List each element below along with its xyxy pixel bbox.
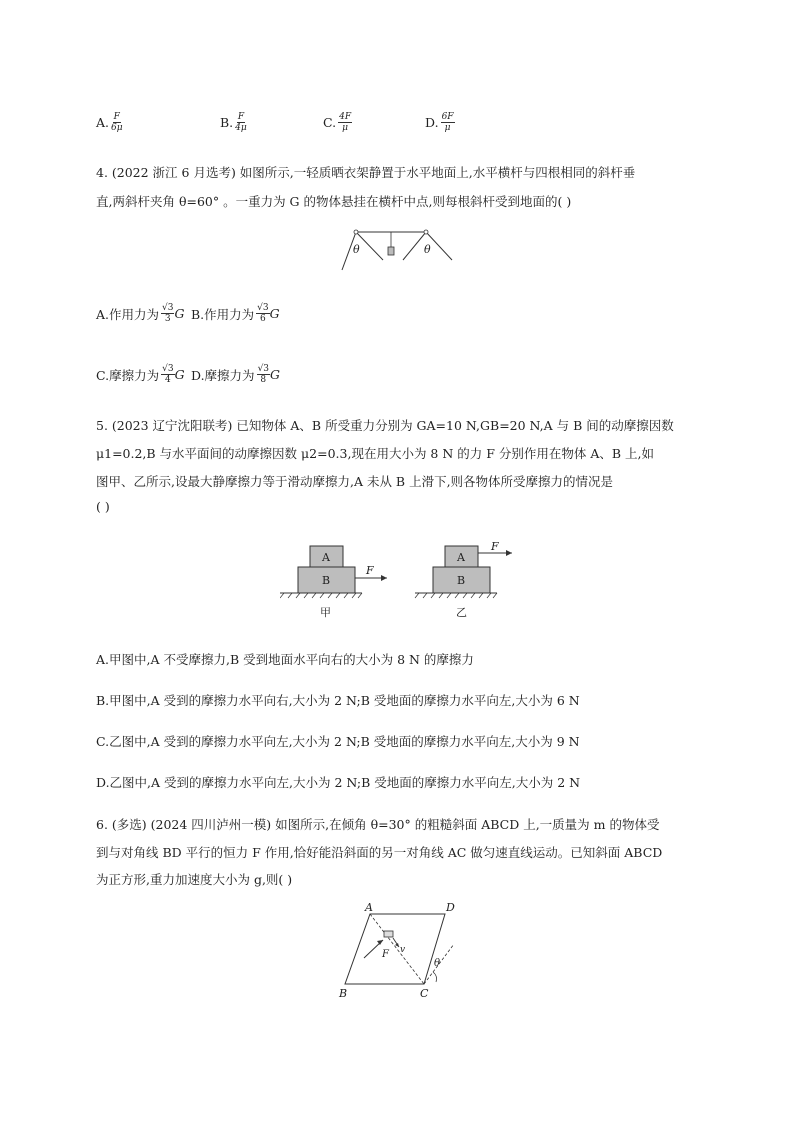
q3-option-d[interactable] — [425, 112, 455, 133]
label-f: F — [366, 564, 374, 577]
force-arrowhead — [506, 550, 512, 556]
fraction — [111, 112, 123, 133]
option-tail: G — [174, 367, 185, 382]
figure-jia — [280, 546, 387, 619]
q4-option-a[interactable] — [96, 303, 184, 324]
numerator: √3 — [162, 303, 174, 313]
fraction — [256, 303, 269, 324]
option-tail: G — [174, 306, 185, 321]
fraction — [441, 112, 455, 133]
q5-stem-line1: 5. (2023 辽宁沈阳联考) 已知物体 A、B 所受重力分别为 GA=10 N,GB=20 N,A 与 B 间的动摩擦因数 — [96, 418, 674, 433]
option-text: B.作用力为 — [191, 306, 255, 322]
diagonal-ac — [370, 914, 424, 984]
theta-label-left: θ — [353, 243, 360, 256]
caption-yi: 乙 — [456, 606, 467, 619]
label-f: F — [382, 949, 389, 960]
theta-label-right: θ — [424, 243, 431, 256]
option-letter: B. — [220, 115, 234, 130]
numerator: √3 — [257, 303, 269, 313]
q5-figure-blocks — [280, 540, 530, 620]
denominator: 3 — [164, 314, 171, 324]
numerator: F — [237, 112, 245, 122]
object-block — [384, 931, 393, 937]
option-tail: G — [270, 367, 281, 382]
denominator: 4μ — [235, 123, 247, 133]
q4-option-d[interactable] — [191, 364, 280, 385]
numerator: 4F — [339, 112, 352, 122]
q5-option-d[interactable]: D.乙图中,A 受到的摩擦力水平向左,大小为 2 N;B 受地面的摩擦力水平向左,大小为 2 N — [96, 775, 581, 790]
denominator: μ — [342, 123, 349, 133]
denominator: 8 — [260, 375, 267, 385]
option-letter: A. — [96, 115, 110, 130]
q6-stem-line2: 到与对角线 BD 平行的恒力 F 作用,恰好能沿斜面的另一对角线 AC 做匀速直线运动。已知斜面 ABCD — [96, 845, 663, 860]
q3-option-a[interactable] — [96, 112, 123, 133]
force-arrowhead — [381, 575, 387, 581]
fraction — [161, 303, 174, 324]
q3-options — [96, 112, 516, 136]
option-letter: D. — [425, 115, 439, 130]
figure-yi — [415, 540, 512, 619]
numerator: √3 — [257, 364, 270, 374]
q4-option-c[interactable] — [96, 364, 185, 385]
q6-figure-incline — [330, 900, 470, 1005]
label-v: v — [400, 945, 406, 955]
right-joint — [424, 230, 428, 234]
label-a: A — [322, 551, 330, 564]
denominator: 6 — [260, 314, 266, 324]
q5-option-c[interactable]: C.乙图中,A 受到的摩擦力水平向左,大小为 2 N;B 受地面的摩擦力水平向左,大小为 9 N — [96, 734, 580, 749]
ground-hatch — [415, 593, 497, 598]
ground-hatch — [280, 593, 362, 598]
label-a: A — [457, 551, 465, 564]
fraction — [338, 112, 352, 133]
label-theta: θ — [434, 958, 441, 969]
label-a: A — [365, 901, 373, 914]
option-letter: C. — [323, 115, 337, 130]
option-text: D.摩擦力为 — [191, 367, 255, 383]
option-text: A.作用力为 — [96, 306, 160, 322]
numerator: √3 — [162, 364, 174, 374]
option-tail: G — [269, 306, 280, 321]
denominator: μ — [444, 123, 451, 133]
q4-stem-line1: 4. (2022 浙江 6 月选考) 如图所示,一轻质晒衣架静置于水平地面上,水平横杆与四根相同的斜杆垂 — [96, 165, 636, 180]
numerator: F — [113, 112, 120, 122]
incline-square — [345, 914, 445, 984]
label-d: D — [446, 901, 455, 914]
q3-option-c[interactable] — [323, 112, 352, 133]
fraction — [161, 364, 174, 385]
right-pole-inner — [403, 232, 426, 260]
label-b: B — [457, 574, 466, 587]
q6-stem-line3: 为正方形,重力加速度大小为 g,则( ) — [96, 872, 293, 887]
numerator: 6F — [441, 112, 454, 122]
theta-arc — [433, 972, 437, 982]
q3-option-b[interactable] — [220, 112, 247, 133]
hanging-weight — [388, 247, 394, 255]
label-b: B — [339, 987, 348, 1000]
caption-jia: 甲 — [320, 606, 331, 619]
q4-figure-clothes-rack — [340, 226, 455, 272]
q4-option-b[interactable] — [191, 303, 280, 324]
q5-option-a[interactable]: A.甲图中,A 不受摩擦力,B 受到地面水平向右的大小为 8 N 的摩擦力 — [96, 652, 474, 667]
fraction — [235, 112, 247, 133]
label-c: C — [420, 987, 429, 1000]
q6-stem-line1: 6. (多选) (2024 四川泸州一模) 如图所示,在倾角 θ=30° 的粗糙斜面 ABCD 上,一质量为 m 的物体受 — [96, 817, 660, 832]
q5-stem-line3: 图甲、乙所示,设最大静摩擦力等于滑动摩擦力,A 未从 B 上滑下,则各物体所受摩擦力的情况是 — [96, 474, 614, 489]
label-f: F — [491, 540, 499, 553]
left-pole-inner — [356, 232, 383, 260]
q5-stem-line4: ( ) — [96, 499, 110, 514]
fraction — [257, 364, 270, 385]
q5-option-b[interactable]: B.甲图中,A 受到的摩擦力水平向右,大小为 2 N;B 受地面的摩擦力水平向左,大小为 6 N — [96, 693, 580, 708]
left-joint — [354, 230, 358, 234]
q4-stem-line2: 直,两斜杆夹角 θ=60° 。一重力为 G 的物体悬挂在横杆中点,则每根斜杆受到地面的( ) — [96, 194, 572, 209]
denominator: 4 — [164, 375, 171, 385]
q5-stem-line2: μ1=0.2,B 与水平面间的动摩擦因数 μ2=0.3,现在用大小为 8 N 的力 F 分别作用在物体 A、B 上,如 — [96, 446, 655, 461]
label-b: B — [322, 574, 331, 587]
option-text: C.摩擦力为 — [96, 367, 160, 383]
denominator: 6μ — [111, 123, 123, 133]
